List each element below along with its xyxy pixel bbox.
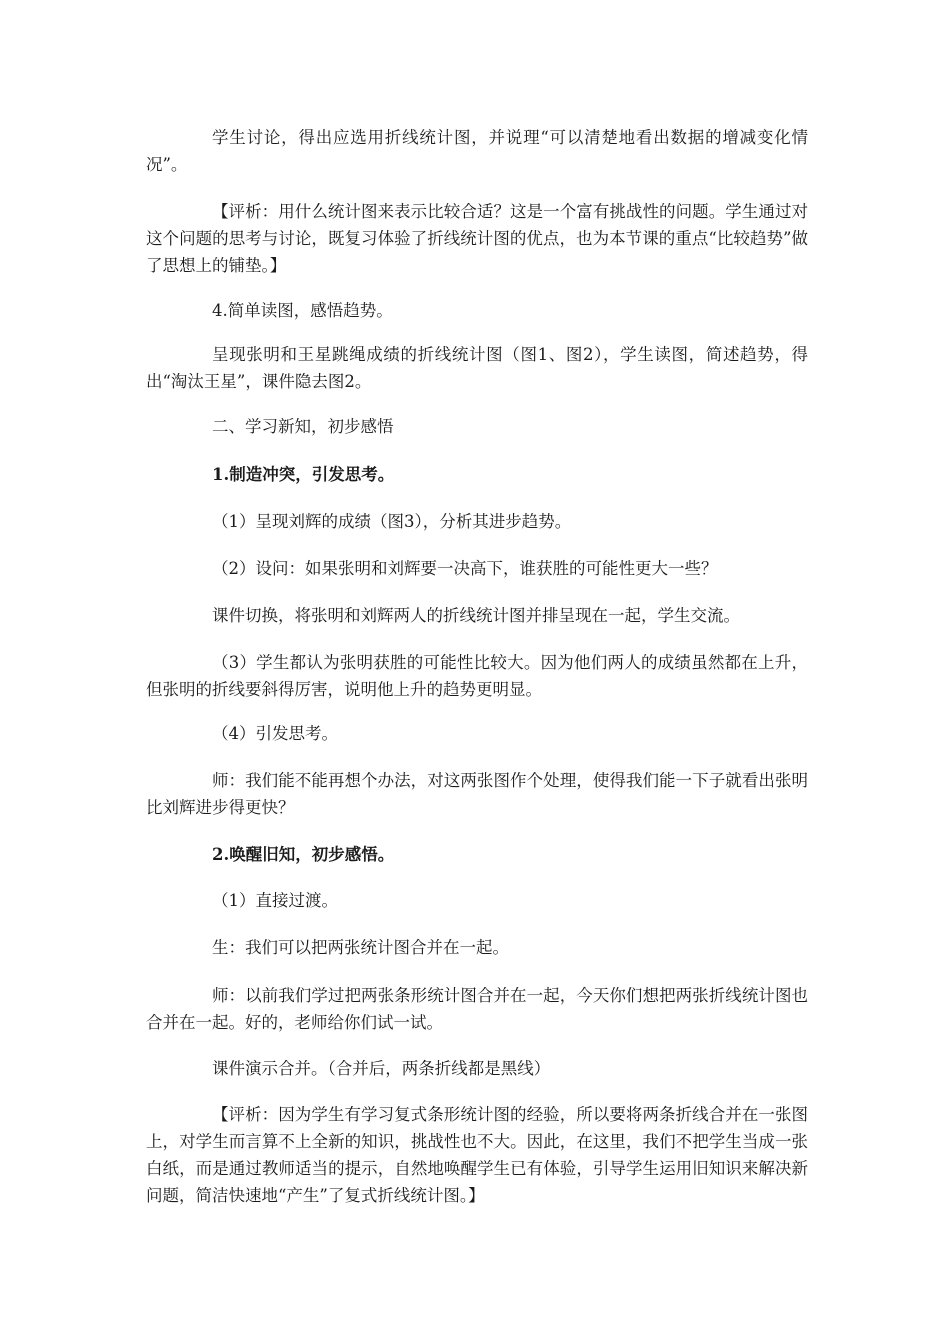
commentary-paragraph: 【评析：因为学生有学习复式条形统计图的经验，所以要将两条折线合并在一张图上，对学生而言算不上全新的知识，挑战性也不大。因此，在这里，我们不把学生当成一张白纸，而是通过教师适当的提示，自然地唤醒学生已有体验，引导学生运用旧知识来解决新问题，简洁快速地“产生”了复式折线统计图。】 bbox=[146, 1105, 808, 1205]
commentary-paragraph: 【评析：用什么统计图来表示比较合适？这是一个富有挑战性的问题。学生通过对这个问题的思考与讨论，既复习体验了折线统计图的优点，也为本节课的重点“比较趋势”做了思想上的铺垫。】 bbox=[146, 202, 808, 275]
paragraph: 呈现张明和王星跳绳成绩的折线统计图（图1、图2），学生读图，简述趋势，得出“淘汰王星”，课件隐去图2。 bbox=[146, 345, 808, 391]
section-heading: 二、学习新知，初步感悟 bbox=[212, 417, 394, 436]
paragraph: （2）设问：如果张明和刘辉要一决高下，谁获胜的可能性更大一些？ bbox=[212, 559, 718, 578]
paragraph: （1）呈现刘辉的成绩（图3），分析其进步趋势。 bbox=[212, 512, 572, 531]
paragraph: （1）直接过渡。 bbox=[212, 891, 338, 910]
paragraph: 课件切换，将张明和刘辉两人的折线统计图并排呈现在一起，学生交流。 bbox=[212, 606, 740, 625]
paragraph: （4）引发思考。 bbox=[212, 724, 338, 743]
subsection-heading: 1.制造冲突，引发思考。 bbox=[212, 465, 395, 484]
paragraph: 生：我们可以把两张统计图合并在一起。 bbox=[212, 938, 509, 957]
paragraph: （3）学生都认为张明获胜的可能性比较大。因为他们两人的成绩虽然都在上升，但张明的折线要斜得厉害，说明他上升的趋势更明显。 bbox=[146, 653, 808, 699]
paragraph: 师：以前我们学过把两张条形统计图合并在一起，今天你们想把两张折线统计图也合并在一起。好的，老师给你们试一试。 bbox=[146, 986, 808, 1032]
section-heading: 4.简单读图，感悟趋势。 bbox=[212, 301, 393, 320]
subsection-heading: 2.唤醒旧知，初步感悟。 bbox=[212, 845, 395, 864]
paragraph: 课件演示合并。（合并后，两条折线都是黑线） bbox=[212, 1059, 551, 1078]
paragraph: 学生讨论，得出应选用折线统计图，并说理“可以清楚地看出数据的增减变化情况”。 bbox=[146, 128, 808, 174]
paragraph: 师：我们能不能再想个办法，对这两张图作个处理，使得我们能一下子就看出张明比刘辉进步得更快？ bbox=[146, 771, 808, 817]
